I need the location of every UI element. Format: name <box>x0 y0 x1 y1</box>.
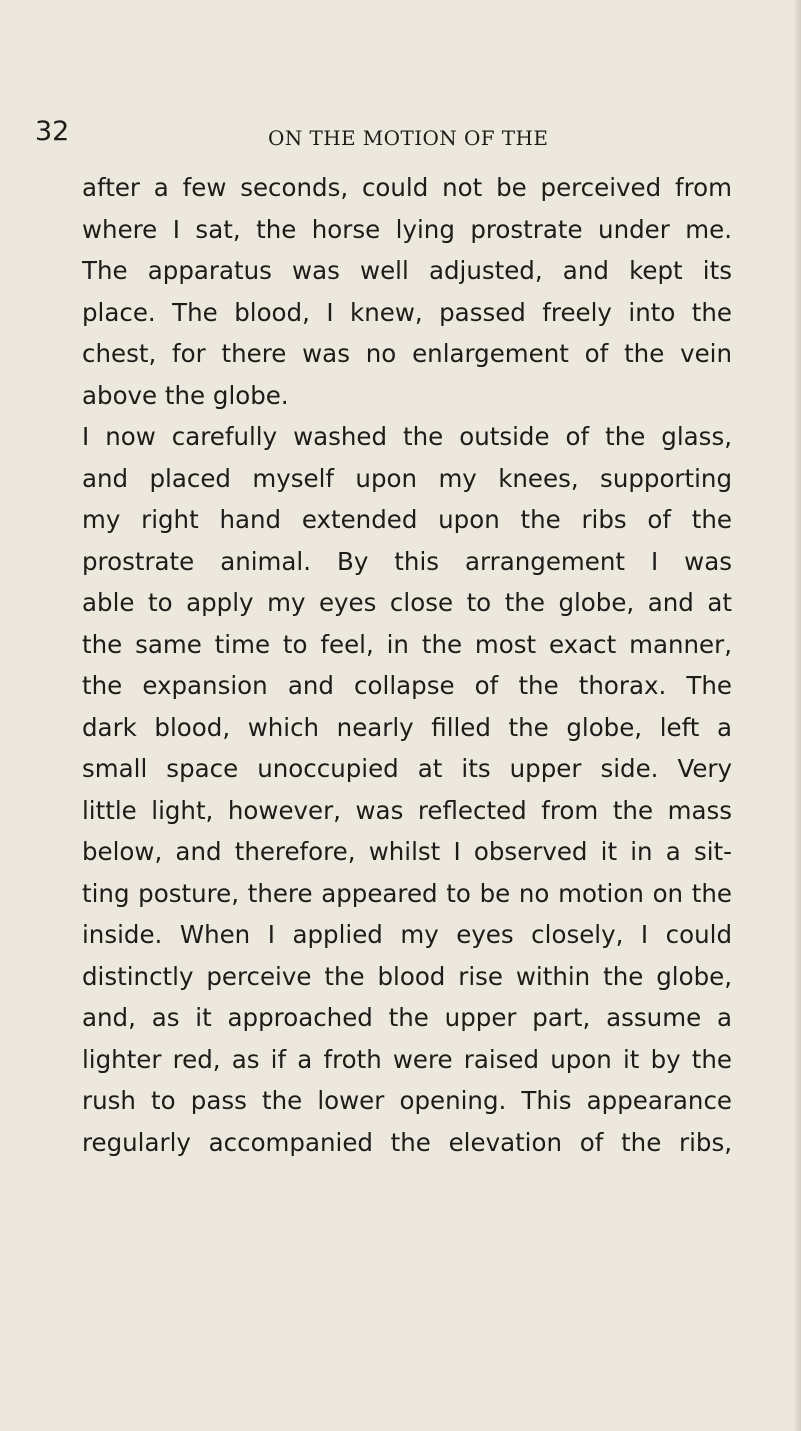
text-line: I now carefully washed the outside of the glass, <box>82 422 732 451</box>
text-line: and placed myself upon my knees, supporting <box>82 463 732 493</box>
body-text <box>82 167 732 1163</box>
text-line: distinctly perceive the blood rise within the globe, <box>82 961 732 991</box>
text-line: The apparatus was well adjusted, and kept its <box>82 256 732 285</box>
text-line: regularly accompanied the elevation of the ribs, <box>82 1127 732 1157</box>
text-line: able to apply my eyes close to the globe, and at <box>82 588 732 617</box>
running-head: ON THE MOTION OF THE <box>268 126 549 150</box>
text-line: small space unoccupied at its upper side. Very <box>82 754 732 783</box>
text-line: the expansion and collapse of the thorax. The <box>82 671 732 700</box>
text-line: ting posture, there appeared to be no motion on the <box>82 878 732 908</box>
text-line: below, and therefore, whilst I observed it in a sit- <box>82 837 732 866</box>
text-line: place. The blood, I knew, passed freely into the <box>82 297 732 327</box>
text-line: above the globe. <box>82 380 289 410</box>
text-line: where I sat, the horse lying prostrate under me. <box>82 214 732 244</box>
text-line: my right hand extended upon the ribs of the <box>82 505 732 534</box>
text-line: after a few seconds, could not be perceived from <box>82 173 732 202</box>
text-line: and, as it approached the upper part, assume a <box>82 1003 732 1032</box>
text-line: lighter red, as if a froth were raised upon it by the <box>82 1044 732 1074</box>
text-line: inside. When I applied my eyes closely, I could <box>82 920 732 949</box>
text-line: little light, however, was reflected from the mass <box>82 795 732 825</box>
page-number: 32 <box>35 116 70 147</box>
text-line: rush to pass the lower opening. This appearance <box>82 1086 732 1115</box>
text-line: prostrate animal. By this arrangement I was <box>82 546 732 576</box>
page-edge-shadow <box>793 0 801 1431</box>
text-line: chest, for there was no enlargement of the vein <box>82 339 732 368</box>
text-line: the same time to feel, in the most exact manner, <box>82 629 732 659</box>
text-line: dark blood, which nearly filled the globe, left a <box>82 712 732 742</box>
